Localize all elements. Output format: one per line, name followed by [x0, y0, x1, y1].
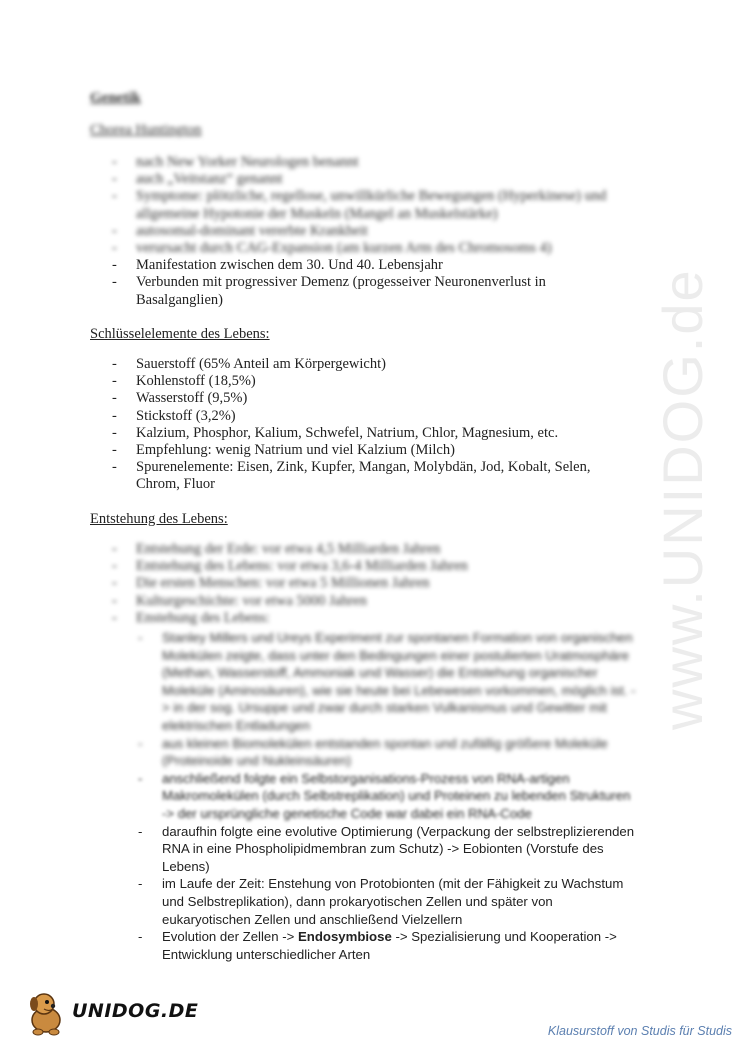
list-item: - Kulturgeschichte: vor etwa 5000 Jahren — [112, 593, 632, 610]
list-item: - Spurenelemente: Eisen, Zink, Kupfer, Mangan, Molybdän, Jod, Kobalt, Selen, Chrom, Fluor — [112, 459, 632, 493]
bold-term: Endosymbiose — [297, 929, 392, 945]
list-item: - Sauerstoff (65% Anteil am Körpergewicht) — [112, 356, 632, 373]
list-item: - Entstehung des Lebens: vor etwa 3,6-4 Milliarden Jahren — [112, 558, 632, 575]
list-item: - Kalzium, Phosphor, Kalium, Schwefel, Natrium, Chlor, Magnesium, etc. — [112, 425, 632, 442]
list-item: - Die ersten Menschen: vor etwa 5 Millionen Jahren — [112, 575, 632, 592]
sublist-item: - im Laufe der Zeit: Enstehung von Protobionten (mit der Fähigkeit zu Wachstum und Selbstreplikation), dann prokaryotischen Zellen und später von eukaryotischen Zellen und anschließend Vielzellern — [138, 875, 636, 928]
list-item: - Empfehlung: wenig Natrium und viel Kalzium (Milch) — [112, 442, 632, 459]
list-item: - Stickstoff (3,2%) — [112, 408, 632, 425]
section-heading-elements: Schlüsselelemente des Lebens: — [90, 326, 270, 342]
footer-tagline: Klausurstoff von Studis für Studis — [547, 1024, 732, 1038]
chorea-list — [112, 154, 632, 309]
section-heading-chorea: Chorea Huntington — [90, 122, 202, 138]
list-item: - Manifestation zwischen dem 30. Und 40. Lebensjahr — [112, 257, 632, 274]
text-fragment: -> Spezialisierung und Kooperation -> Entwicklung unterschiedlicher Arten — [162, 929, 617, 962]
watermark: www.UNIDOG.de — [651, 268, 714, 730]
document-title: Genetik — [90, 90, 141, 106]
section-heading-origin: Entstehung des Lebens: — [90, 511, 228, 527]
sublist-item: - aus kleinen Biomolekülen entstanden spontan und zufällig größere Moleküle (Proteinoide und Nukleinsäuren) — [138, 735, 636, 770]
list-item: - auch „Veitstanz“ genannt — [112, 171, 632, 188]
sublist-item: - Stanley Millers und Ureys Experiment zur spontanen Formation von organischen Molekülen zeigte, dass unter den Bedingungen einer postulierten Uratmosphäre (Methan, Wasserstoff, Ammoniak und Wasser) die Entstehung organischer Moleküle (Aminosäuren), wie sie heute bei Lebewesen vorkommen, möglich ist. -> in der sog. Ursuppe und zwar durch starken Vulkanismus und Gewitter mit elektrischen Entladungen — [138, 629, 636, 735]
origin-list — [112, 541, 632, 627]
sublist-item-endosymbiose — [138, 928, 636, 963]
list-item: - verursacht durch CAG-Expansion (am kurzen Arm des Chromosoms 4) — [112, 240, 632, 257]
list-item: - Symptome: plötzliche, regellose, unwillkürliche Bewegungen (Hyperkinese) und allgemeine Hypotonie der Muskeln (Mangel an Muskelstärke) — [112, 188, 632, 222]
origin-sublist — [138, 629, 636, 963]
list-item: - Verbunden mit progressiver Demenz (progesseiver Neuronenverlust in Basalganglien) — [112, 274, 632, 308]
text-fragment: Evolution der Zellen -> — [162, 929, 298, 945]
unidog-logo — [22, 990, 199, 1040]
elements-list — [112, 356, 632, 494]
dog-mascot-icon — [22, 990, 72, 1038]
sublist-item: - daraufhin folgte eine evolutive Optimierung (Verpackung der selbstreplizierenden RNA in eine Phospholipidmembran zum Schutz) -> Eobionten (Vorstufe des Lebens) — [138, 823, 636, 876]
list-item: - Enstehung des Lebens: — [112, 610, 632, 627]
list-item: - autosomal-dominant vererbte Krankheit — [112, 223, 632, 240]
list-item: - nach New Yorker Neurologen benannt — [112, 154, 632, 171]
list-item: - Kohlenstoff (18,5%) — [112, 373, 632, 390]
list-item: - Entstehung der Erde: vor etwa 4,5 Milliarden Jahren — [112, 541, 632, 558]
sublist-item: - anschließend folgte ein Selbstorganisations-Prozess von RNA-artigen Makromolekülen (durch Selbstreplikation) und Proteinen zu lebenden Strukturen -> der ursprüngliche genetische Code war dabei ein RNA-Code — [138, 770, 636, 823]
list-item: - Wasserstoff (9,5%) — [112, 390, 632, 407]
logo-text: UNIDOG.DE — [72, 1000, 199, 1022]
